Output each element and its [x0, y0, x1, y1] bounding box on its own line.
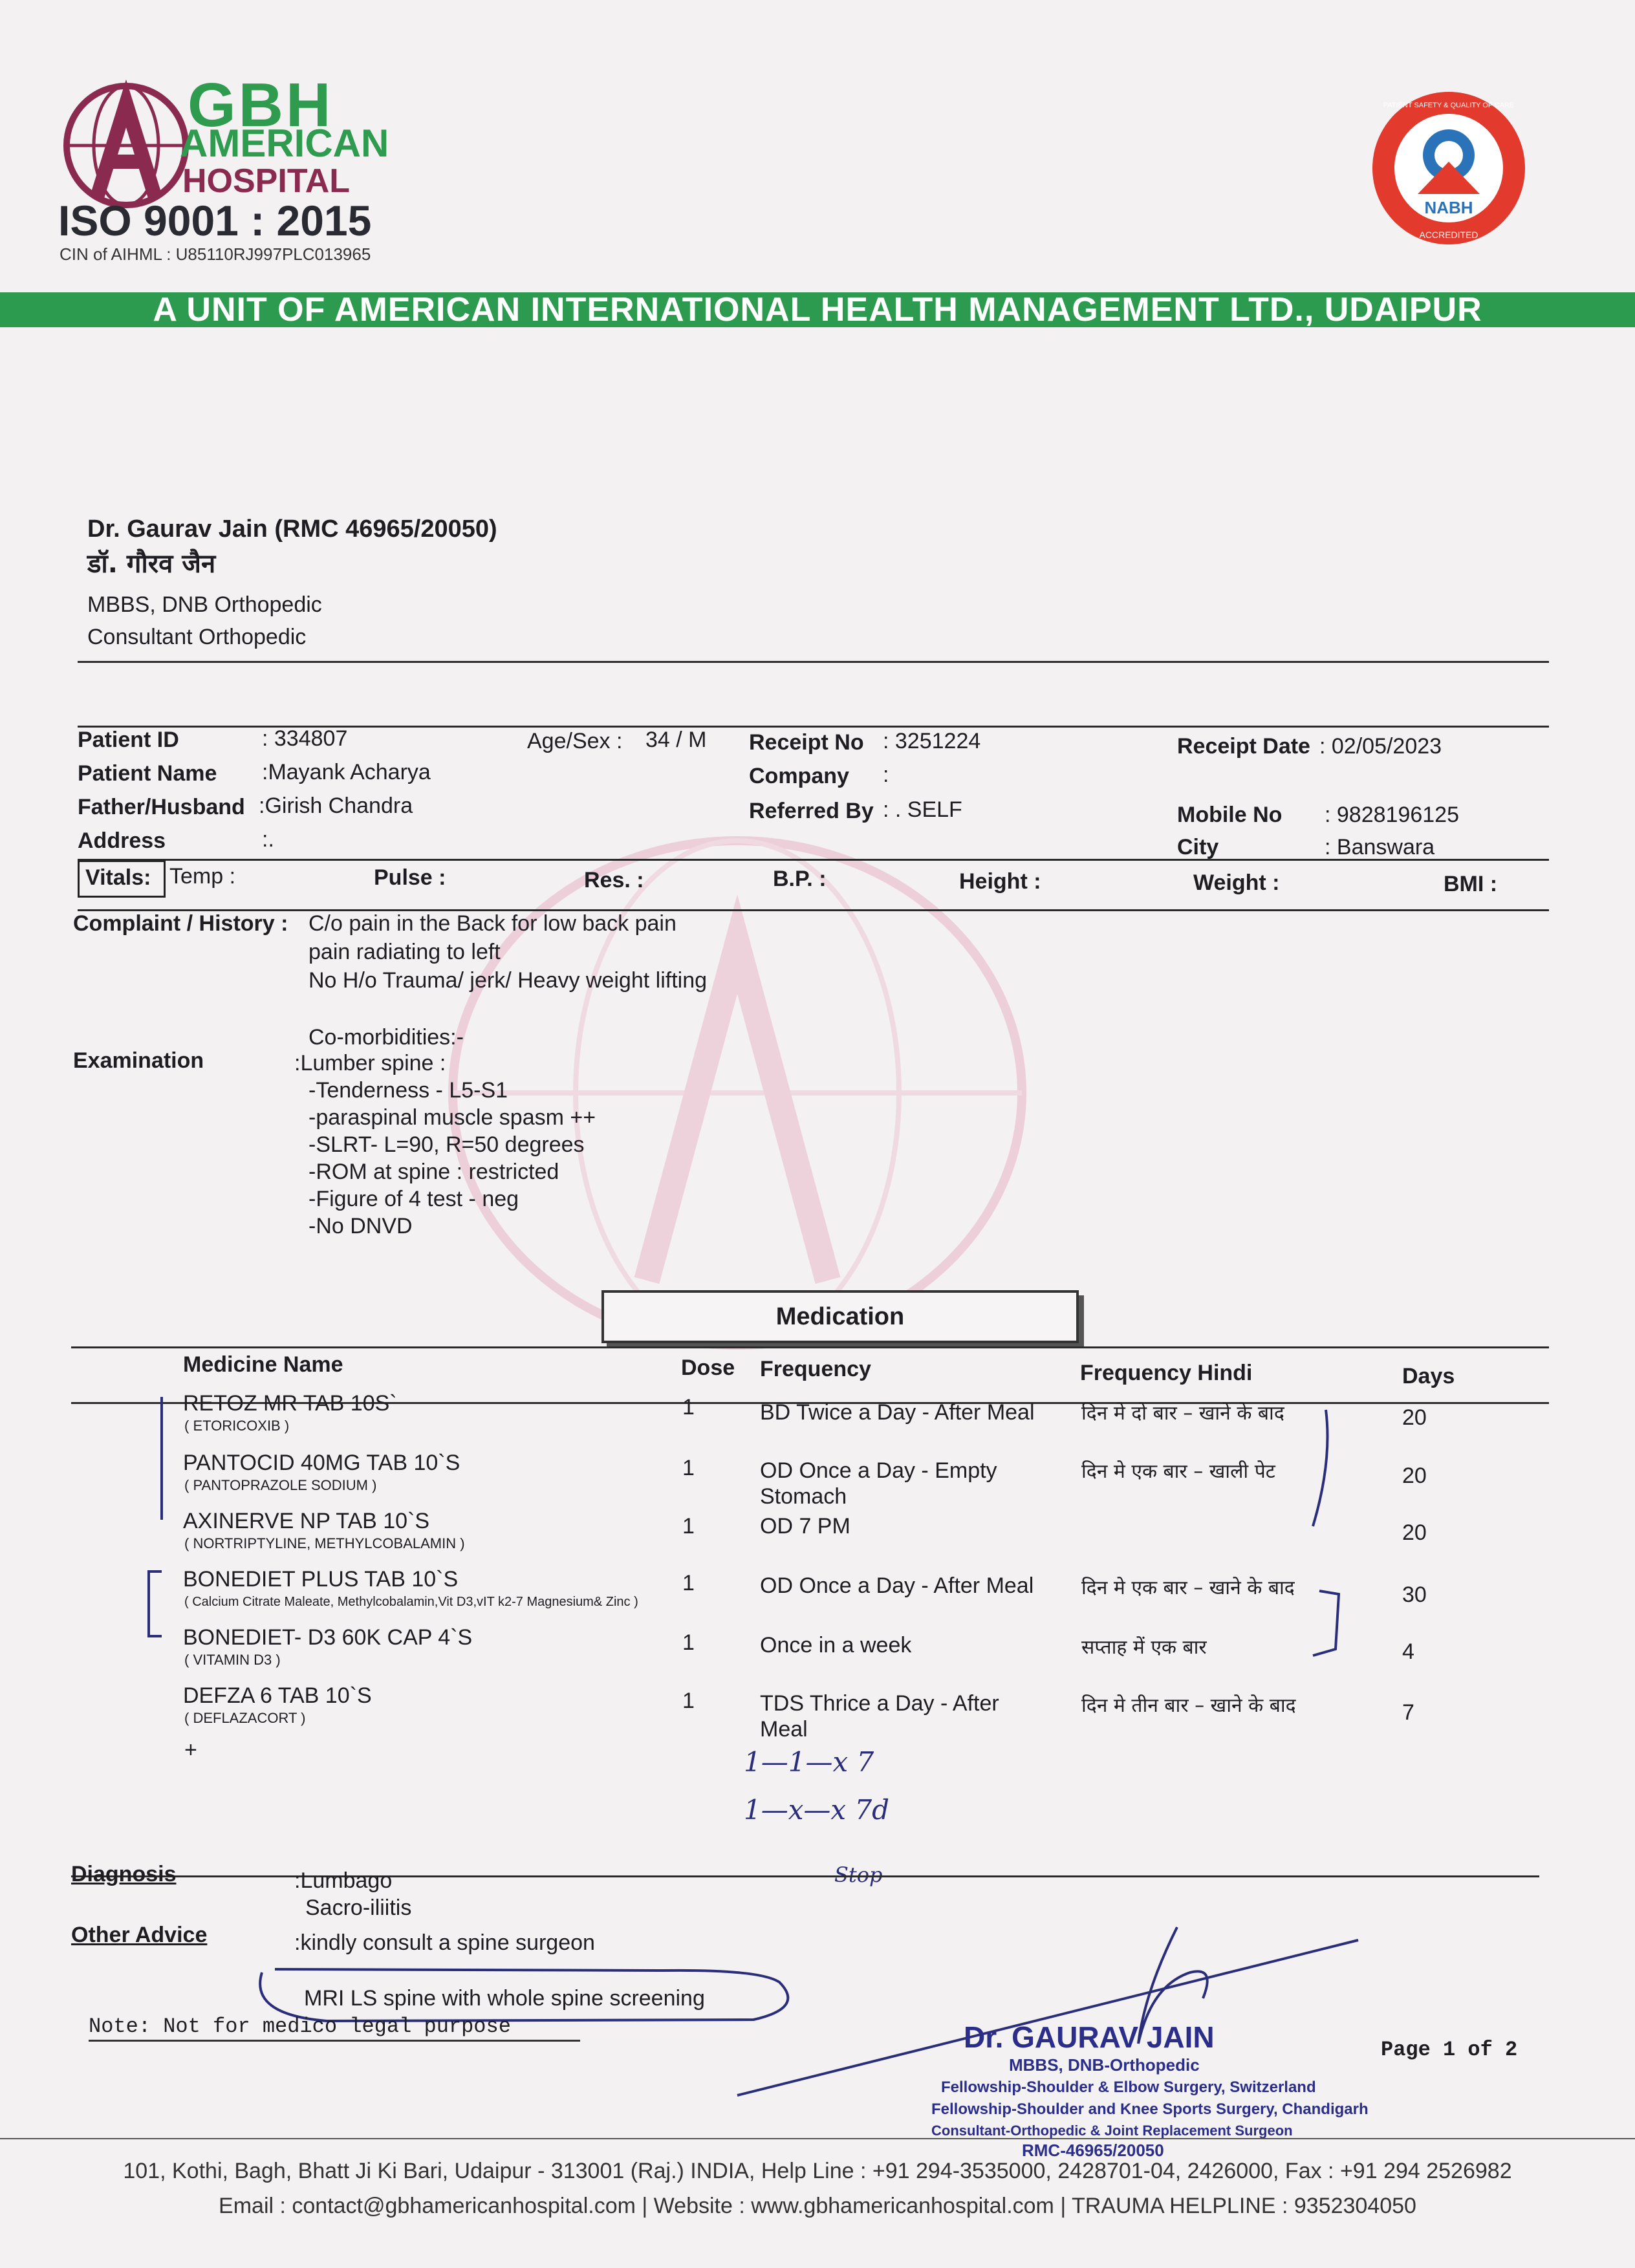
medicine-generic: ( NORTRIPTYLINE, METHYLCOBALAMIN )	[184, 1535, 465, 1551]
patient-id-label: Patient ID	[78, 728, 179, 752]
doctor-name-hindi: डॉ. गौरव जैन	[87, 549, 216, 579]
mobile-label: Mobile No	[1177, 803, 1283, 827]
diagnosis-line: Sacro-iliitis	[305, 1895, 412, 1920]
handwritten-dose-2: 1—x—x 7d	[744, 1794, 890, 1826]
vital-res: Res. :	[584, 868, 644, 892]
col-days: Days	[1402, 1364, 1455, 1388]
medicine-frequency: TDS Thrice a Day - After	[760, 1691, 999, 1716]
stamp-name: Dr. GAURAV JAIN	[964, 2020, 1215, 2054]
vital-pulse: Pulse :	[374, 865, 446, 890]
footer-contact: Email : contact@gbhamericanhospital.com | Website : www.gbhamericanhospital.com | TRAUMA HELPLINE : 9352304050	[219, 2194, 1416, 2218]
doctor-degree: MBBS, DNB Orthopedic	[87, 592, 322, 617]
medicine-frequency: OD Once a Day - After Meal	[760, 1573, 1034, 1598]
receipt-date-label: Receipt Date	[1177, 734, 1310, 759]
logo-hospital-text: HOSPITAL	[182, 162, 351, 200]
medicine-dose: 1	[682, 1395, 695, 1420]
medicine-name: PANTOCID 40MG TAB 10`S	[183, 1451, 460, 1475]
medicine-days: 20	[1402, 1520, 1427, 1545]
medicine-frequency: Once in a week	[760, 1633, 912, 1658]
exam-line: -paraspinal muscle spasm ++	[309, 1105, 596, 1130]
medicine-dose: 1	[682, 1571, 695, 1595]
nabh-ring-top: PATIENT SAFETY & QUALITY OF CARE	[1383, 102, 1515, 109]
plus-sign: +	[184, 1738, 197, 1762]
city-value: : Banswara	[1325, 835, 1435, 859]
nabh-ring-bottom: ACCREDITED	[1419, 230, 1478, 240]
col-frequency-hindi: Frequency Hindi	[1080, 1361, 1253, 1385]
medicine-days: 20	[1402, 1463, 1427, 1488]
patient-name-label: Patient Name	[78, 761, 217, 786]
doctor-name: Dr. Gaurav Jain (RMC 46965/20050)	[87, 515, 497, 543]
medicine-frequency-cont: Stomach	[760, 1484, 847, 1509]
footer-address: 101, Kothi, Bagh, Bhatt Ji Ki Bari, Udaipur - 313001 (Raj.) INDIA, Help Line : +91 294-3535000, 2428701-04, 2426000, Fax : +91 294 2526982	[123, 2159, 1512, 2183]
referred-value: : . SELF	[883, 797, 962, 822]
medicine-generic: ( PANTOPRAZOLE SODIUM )	[184, 1477, 377, 1493]
medicine-name: BONEDIET- D3 60K CAP 4`S	[183, 1625, 473, 1650]
exam-line: -ROM at spine : restricted	[309, 1160, 559, 1184]
receipt-date: : 02/05/2023	[1319, 734, 1442, 759]
age-value: 34 / M	[645, 728, 707, 752]
handwritten-brackets	[142, 1390, 1500, 1675]
handwritten-stop: Stop	[834, 1863, 883, 1887]
note-text: Note: Not for medico legal purpose	[89, 2014, 511, 2038]
medicine-generic: ( DEFLAZACORT )	[184, 1710, 306, 1726]
page-number: Page 1 of 2	[1381, 2038, 1518, 2062]
complaint-line	[309, 996, 707, 1024]
exam-line: -No DNVD	[309, 1214, 413, 1238]
medicine-frequency: OD Once a Day - Empty	[760, 1458, 997, 1483]
patient-name: :Mayank Acharya	[262, 760, 431, 784]
medicine-name: RETOZ MR TAB 10S`	[183, 1391, 397, 1416]
hospital-logo-globe	[58, 78, 194, 213]
medicine-frequency-cont: Meal	[760, 1717, 808, 1742]
complaint-lines	[309, 911, 707, 1053]
receipt-value: : 3251224	[883, 729, 981, 753]
vital-bmi: BMI :	[1444, 872, 1498, 896]
complaint-line: pain radiating to left	[309, 940, 501, 964]
diagnosis-label: Diagnosis	[71, 1862, 177, 1886]
medicine-frequency: OD 7 PM	[760, 1514, 850, 1539]
exam-line: :Lumber spine :	[294, 1051, 446, 1075]
banner-text: A UNIT OF AMERICAN INTERNATIONAL HEALTH MANAGEMENT LTD., UDAIPUR	[153, 291, 1482, 329]
medicine-frequency-hindi: दिन मे तीन बार – खाने के बाद	[1081, 1694, 1296, 1717]
city-label: City	[1177, 835, 1219, 859]
medicine-frequency: BD Twice a Day - After Meal	[760, 1400, 1035, 1425]
stamp-line: Fellowship-Shoulder & Elbow Surgery, Switzerland	[941, 2079, 1316, 2096]
medicine-days: 7	[1402, 1700, 1414, 1725]
father-label: Father/Husband	[78, 795, 245, 819]
other-advice-label: Other Advice	[71, 1923, 208, 1947]
medicine-dose: 1	[682, 1630, 695, 1655]
exam-line: -Figure of 4 test - neg	[309, 1187, 519, 1211]
medicine-dose: 1	[682, 1689, 695, 1713]
medicine-frequency-hindi: दिन मे दो बार – खाने के बाद	[1081, 1402, 1284, 1425]
stamp-line: MBBS, DNB-Orthopedic	[1009, 2055, 1200, 2075]
doctor-role: Consultant Orthopedic	[87, 625, 307, 649]
receipt-label: Receipt No	[749, 730, 864, 755]
nabh-badge-icon	[1365, 84, 1533, 252]
handwritten-dose-1: 1—1—x 7	[744, 1746, 874, 1778]
vital-bp: B.P. :	[773, 867, 827, 891]
col-medicine-name: Medicine Name	[183, 1352, 343, 1377]
referred-label: Referred By	[749, 799, 874, 823]
complaint-line: Co-morbidities:-	[309, 1025, 464, 1050]
cin-number: CIN of AIHML : U85110RJ997PLC013965	[60, 244, 371, 264]
medicine-generic: ( ETORICOXIB )	[184, 1418, 290, 1434]
address-label: Address	[78, 828, 166, 853]
stamp-line: RMC-46965/20050	[1022, 2141, 1164, 2160]
patient-id: : 334807	[262, 726, 348, 751]
medicine-name: AXINERVE NP TAB 10`S	[183, 1509, 430, 1533]
advice-circled-text: MRI LS spine with whole spine screening	[304, 1986, 705, 2011]
iso-label: ISO 9001 : 2015	[58, 197, 372, 244]
address-value: :.	[262, 827, 274, 852]
other-advice-text: :kindly consult a spine surgeon	[294, 1930, 595, 1955]
stamp-line: Consultant-Orthopedic & Joint Replacement Surgeon	[931, 2122, 1293, 2139]
col-frequency: Frequency	[760, 1357, 871, 1381]
company-label: Company	[749, 764, 849, 788]
complaint-line: No H/o Trauma/ jerk/ Heavy weight lifting	[309, 968, 708, 993]
col-dose: Dose	[681, 1355, 735, 1380]
father-name: :Girish Chandra	[259, 794, 413, 818]
examination-label: Examination	[73, 1048, 204, 1073]
exam-line: -Tenderness - L5-S1	[309, 1078, 508, 1103]
medicine-dose: 1	[682, 1514, 695, 1539]
medicine-generic: ( Calcium Citrate Maleate, Methylcobalamin,Vit D3,vIT k2-7 Magnesium& Zinc )	[184, 1595, 638, 1609]
unit-banner	[0, 292, 1635, 327]
stamp-line: Fellowship-Shoulder and Knee Sports Surgery, Chandigarh	[931, 2101, 1369, 2118]
vital-weight: Weight :	[1193, 870, 1280, 895]
medicine-frequency-hindi: दिन मे एक बार – खाली पेट	[1081, 1460, 1275, 1483]
medicine-frequency-hindi: दिन मे एक बार – खाने के बाद	[1081, 1577, 1295, 1599]
vital-height: Height :	[959, 869, 1041, 894]
complaint-line: C/o pain in the Back for low back pain	[309, 911, 677, 936]
mobile-value: : 9828196125	[1325, 803, 1459, 827]
medicine-dose: 1	[682, 1456, 695, 1480]
logo-gbh-text: GBH	[188, 70, 334, 140]
diagnosis-line: :Lumbago	[294, 1868, 393, 1893]
exam-line: -SLRT- L=90, R=50 degrees	[309, 1132, 585, 1157]
vital-temp: Temp :	[169, 864, 236, 889]
logo-american-text: AMERICAN	[180, 122, 389, 165]
medicine-generic: ( VITAMIN D3 )	[184, 1652, 281, 1668]
medicine-name: BONEDIET PLUS TAB 10`S	[183, 1567, 459, 1592]
medicine-days: 30	[1402, 1582, 1427, 1607]
nabh-text: NABH	[1424, 198, 1473, 217]
medicine-days: 4	[1402, 1639, 1414, 1664]
medicine-frequency-hindi: सप्ताह में एक बार	[1081, 1636, 1207, 1659]
company-value: :	[883, 762, 889, 787]
age-label: Age/Sex :	[527, 729, 623, 753]
medication-title: Medication	[601, 1290, 1079, 1343]
medicine-name: DEFZA 6 TAB 10`S	[183, 1683, 372, 1708]
complaint-label: Complaint / History :	[73, 911, 288, 936]
medicine-days: 20	[1402, 1405, 1427, 1430]
examination-lines	[294, 1050, 596, 1240]
vitals-label: Vitals:	[85, 865, 151, 890]
